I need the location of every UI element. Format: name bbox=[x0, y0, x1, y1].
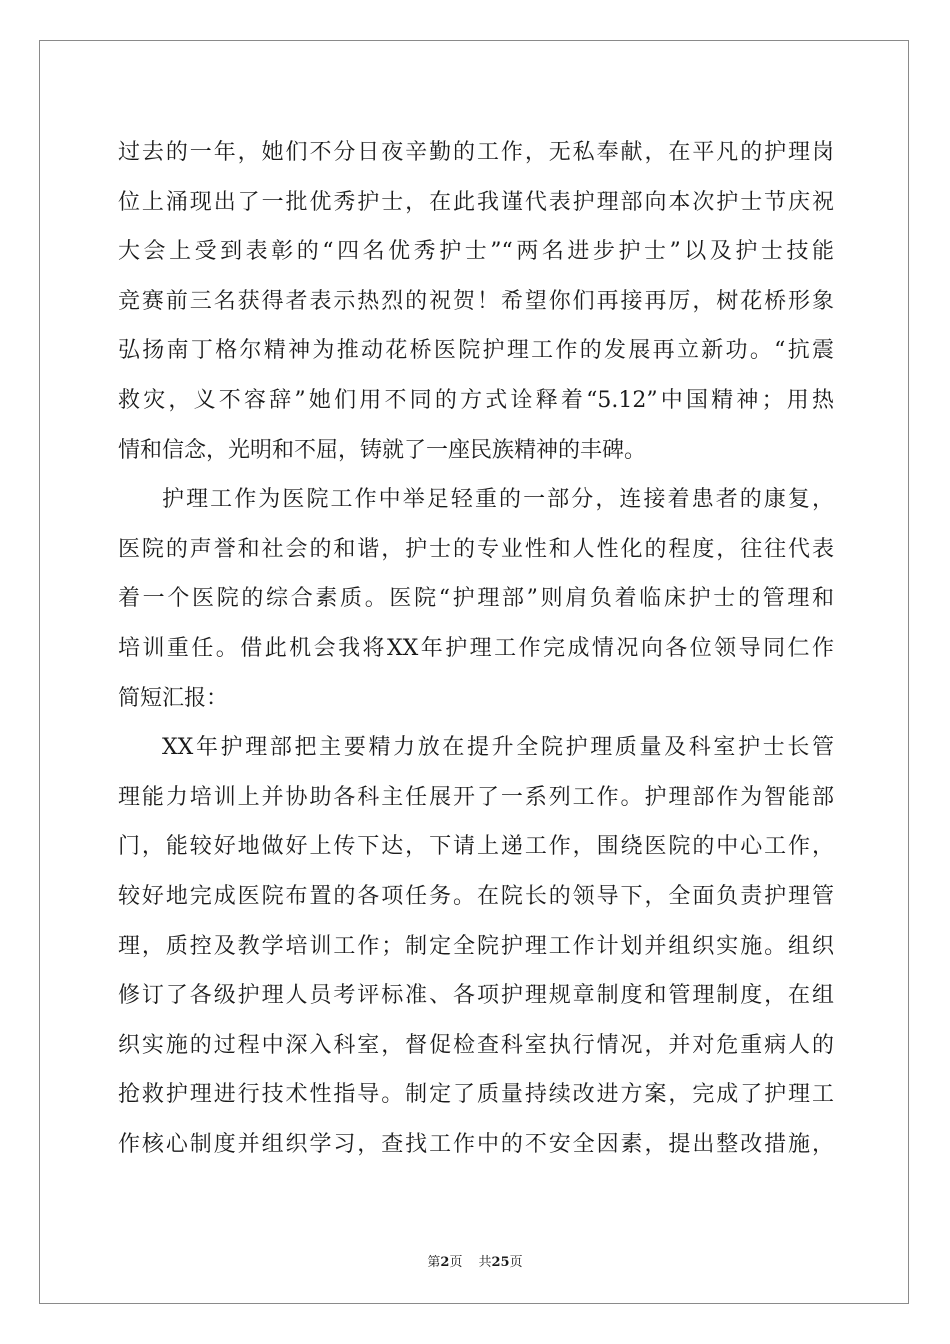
text-line: 竞赛前三名获得者表示热烈的祝贺！希望你们再接再厉，树花桥形象 bbox=[118, 288, 834, 314]
text-line: 作核心制度并组织学习，查找工作中的不安全因素，提出整改措施， bbox=[118, 1131, 834, 1157]
text-line: 弘扬南丁格尔精神为推动花桥医院护理工作的发展再立新功。“抗震 bbox=[118, 338, 834, 364]
text-line: XX年护理部把主要精力放在提升全院护理质量及科室护士长管 bbox=[162, 735, 834, 761]
page-total: 共25页 bbox=[478, 1255, 523, 1270]
text-line: 修订了各级护理人员考评标准、各项护理规章制度和管理制度，在组 bbox=[118, 983, 834, 1009]
text-line: 织实施的过程中深入科室，督促检查科室执行情况，并对危重病人的 bbox=[118, 1032, 834, 1058]
page-footer bbox=[0, 1251, 950, 1270]
text-line: 较好地完成医院布置的各项任务。在院长的领导下，全面负责护理管 bbox=[118, 883, 834, 909]
text-line: 情和信念，光明和不屈，铸就了一座民族精神的丰碑。 bbox=[118, 437, 647, 463]
text-line: 护理工作为医院工作中举足轻重的一部分，连接着患者的康复， bbox=[162, 487, 834, 513]
text-line: 位上涌现出了一批优秀护士，在此我谨代表护理部向本次护士节庆祝 bbox=[118, 189, 834, 215]
text-line: 简短汇报： bbox=[118, 685, 229, 711]
document-body bbox=[118, 128, 834, 1169]
text-line: 门，能较好地做好上传下达，下请上递工作，围绕医院的中心工作， bbox=[118, 834, 834, 860]
text-line: 过去的一年，她们不分日夜辛勤的工作，无私奉献，在平凡的护理岗 bbox=[118, 140, 834, 165]
text-line: 理，质控及教学培训工作；制定全院护理工作计划并组织实施。组织 bbox=[118, 933, 834, 959]
page-number: 第2页 bbox=[427, 1255, 463, 1270]
text-line: 大会上受到表彰的“四名优秀护士”“两名进步护士”以及护士技能 bbox=[118, 239, 834, 265]
text-line: 培训重任。借此机会我将XX年护理工作完成情况向各位领导同仁作 bbox=[118, 635, 834, 661]
text-line: 抢救护理进行技术性指导。制定了质量持续改进方案，完成了护理工 bbox=[118, 1082, 834, 1108]
text-line: 理能力培训上并协助各科主任展开了一系列工作。护理部作为智能部 bbox=[118, 784, 834, 810]
text-line: 救灾，义不容辞”她们用不同的方式诠释着“5.12”中国精神；用热 bbox=[118, 387, 834, 413]
text-line: 医院的声誉和社会的和谐，护士的专业性和人性化的程度，往往代表 bbox=[118, 536, 834, 562]
text-line: 着一个医院的综合素质。医院“护理部”则肩负着临床护士的管理和 bbox=[118, 586, 834, 612]
